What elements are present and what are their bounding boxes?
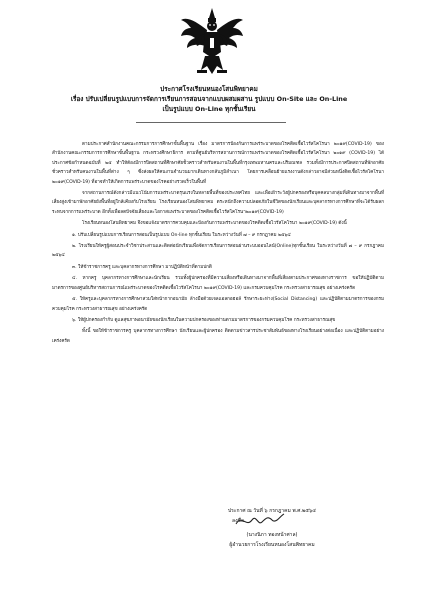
- measure-item-5: ๕. ให้ครูและบุคลากรทางการศึกษาสวมใส่หน้ากากอนามัย ล้างมือด้วยเจลแอลกอฮอล์ รักษาระยะห่าง(Social Distancing) และปฏิบัติตามมาตรการของกรมควบคุมโรค กระทรวงสาธารณสุข อย่างเคร่งครัด: [52, 297, 384, 312]
- paragraph-intro: ตามประกาศสำนักงานคณะกรรมการการศึกษาขั้นพื้นฐาน เรื่อง มาตรการป้องกันการแพร่ระบาดของโรคติดเชื้อไวรัสโคโรนา ๒๐๑๙(COVID-19) ของสำนักงานคณะกรรมการการศึกษาขั้นพื้นฐาน กระทรวงศึกษาธิการ ตามที่ศูนย์บริหารสถานการณ์การแพร่ระบาดของโรคติดเชื้อไวรัสโคโรนา ๒๐๑๙ (COVID-19) ได้ประกาศข้อกำหนดฉบับที่ ๒๕ ทำให้ต้องมีการปิดสถานที่ศึกษาศัยข้ัวคราวสำหรับคนงานในพื้นที่กรุงเทพมหานครและปริมณฑล รวมทั้งมีการประกาศปิดสถานที่พักอาศัยชั่วคราวสำหรับคนงานในพื้นที่ต่าง ๆ ซึ่งส่งผลให้คนงานจำนวนมากเดินทางกลับภูมิลำเนา โดยการเคลื่อนย้ายแรงงานดังกล่าวอาจมีส่วนหนึ่งติดเชื้อไวรัสโคโรนา ๒๐๑๙(COVID-19) ที่อาจทำให้เกิดการแพร่ระบาดของโรคอย่างรวดเร็วในพื้นที่: [52, 142, 384, 185]
- header-divider: [136, 122, 286, 123]
- paragraph-closing: ทั้งนี้ ขอให้ข้าราชการครู บุคลากรทางการศึกษา นักเรียนและผู้ปกครอง ติดตามข่าวสารประชาสัมพันธ์ของทางโรงเรียนอย่างต่อเนื่อง และปฏิบัติตามอย่างเคร่งครัด: [52, 329, 384, 344]
- announcement-date: ประกาศ ณ วันที่ ๖ กรกฎาคม พ.ศ.๒๕๖๔: [227, 508, 317, 514]
- measure-item-1: ๑. ปรับเปลี่ยนรูปแบบการเรียนการสอนเป็นรูปแบบ On-line ทุกชั้นเรียน ในระหว่างวันที่ ๗ – ๙ กรกฎาคม ๒๕๖๔: [72, 232, 291, 238]
- measure-item-4: ๔. หากครู บุคลากรทางการศึกษาและนักเรียน รวมทั้งผู้ปกครองที่มีความเสี่ยงหรือเดินทางมาจากพื้นที่เสี่ยงตามประกาศของทางราชการ ขอให้ปฏิบัติตามมาตรการของศูนย์บริหารสถานการณ์แพร่ระบาดของโรคติดเชื้อไวรัสโคโรนา ๒๐๑๙(COVID-19) และกรมควบคุมโรค กระทรวงสาธารณสุข อย่างเคร่งครัด: [52, 276, 384, 291]
- signature-block: [160, 506, 384, 550]
- signature-label: ลงชื่อ: [232, 518, 244, 524]
- measure-item-3: ๓. ให้ข้าราชการครู และบุคลากรทางการศึกษา มาปฏิบัติหน้าที่ตามปกติ: [72, 264, 212, 270]
- paragraph-situation: จากสถานการณ์ดังกล่าวมีแนวโน้มการแพร่ระบาดรุนแรงในหลายพื้นที่ของประเทศไทย และเพื่อเฝ้าระวังผู้ปกครองหรือบุคคลบางกลุ่มที่เดินทางมาจากพื้นที่เสี่ยงสูงเข้ามาพักอาศัยยังพื้นที่อยู่ใกล้เคียงกับโรงเรียน โรงเรียนหนองโสนพิทยาคม ตระหนักถึงความปลอดภัยในชีวิตของนักเรียนและบุคลากรทางการศึกษาที่จะได้รับผลกระทบจากการแพร่ระบาด อีกทั้งเพื่อลดปัจจัยเสี่ยงและโอกาสแพร่ระบาดของโรคติดเชื้อไวรัสโคโรนา๒๐๑๙(COVID-19): [52, 191, 384, 215]
- garuda-emblem-icon: [179, 8, 245, 78]
- announcement-subject-line-1: เรื่อง ปรับเปลี่ยนรูปแบบการจัดการเรียนการสอนจากแบบผสมผสาน รูปแบบ On-Site และ On-Line: [70, 95, 348, 103]
- announcement-subject-line-2: เป็นรูปแบบ On-Line ทุกชั้นเรียน: [162, 105, 256, 113]
- measure-item-2: ๒. โรงเรียนให้ครูผู้สอนประจำวิชาประสานและติดต่อนักเรียนเพื่อจัดการเรียนการสอนผ่านระบบออนไลน์(Online)ทุกชั้นเรียน ในระหว่างวันที่ ๗ – ๙ กรกฎาคม ๒๕๖๔: [52, 244, 384, 259]
- announcement-body: [52, 140, 384, 348]
- announcement-header: [34, 84, 384, 114]
- announcement-org: ประกาศโรงเรียนหนองโสนพิทยาคม: [160, 85, 258, 93]
- signatory-position: ผู้อำนวยการโรงเรียนหนองโสนพิทยาคม: [229, 542, 315, 548]
- measure-item-6: ๖. ให้ผู้ปกครองกำกับ ดูแลสุขภาพอนามัยของนักเรียนในความปกครองของท่านตามมาตรการของกรมควบคุมโรค กระทรวงสาธารณสุข: [72, 317, 336, 323]
- handwritten-signature-icon: [232, 510, 288, 532]
- signatory-name: (นางนิภา ทองหน้าศาล): [246, 532, 298, 538]
- paragraph-measures-intro: โรงเรียนหนองโสนพิทยาคม จึงขอแจ้งมาตรการควบคุมและป้องกันการแพร่ระบาดของโรคติดเชื้อไวรัสโคโรนา ๒๐๑๙(COVID-19) ดังนี้: [82, 221, 347, 227]
